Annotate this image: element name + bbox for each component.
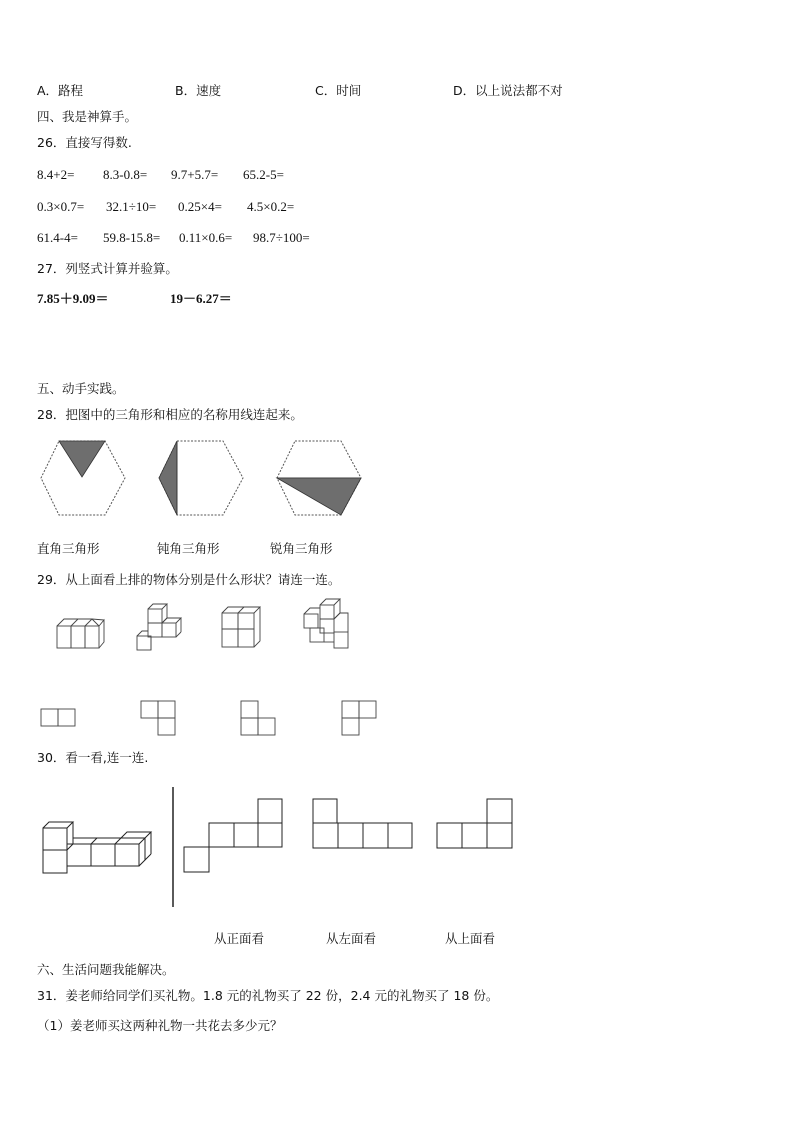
section-6-heading: 六、生活问题我能解决。 (37, 962, 175, 977)
q31-title: 31．姜老师给同学们买礼物。1.8 元的礼物买了 22 份，2.4 元的礼物买了 18 份。 (37, 988, 499, 1003)
divider-line (171, 787, 175, 907)
hexagon-figure-3 (275, 440, 363, 516)
q30-title: 30．看一看,连一连. (37, 750, 149, 765)
q30-view-shape-3 (436, 798, 514, 850)
option-b: B．速度 (175, 83, 222, 98)
top-view-4 (341, 700, 377, 736)
q26-title: 26．直接写得数. (37, 135, 132, 150)
shaded-triangle (159, 441, 177, 515)
option-c: C．时间 (315, 83, 362, 98)
top-view-2 (140, 700, 176, 736)
q26-r2-c4: 4.5×0.2= (247, 199, 295, 214)
view-label-front: 从正面看 (214, 931, 265, 946)
q29-title: 29．从上面看上排的物体分别是什么形状？请连一连。 (37, 572, 341, 587)
top-view-1 (40, 708, 76, 728)
q26-r1-c1: 8.4+2= (37, 167, 75, 182)
cube-stack-3 (221, 605, 269, 651)
triangle-name-acute: 锐角三角形 (270, 541, 333, 556)
cube-stack-1 (56, 614, 106, 650)
q30-view-shape-2 (312, 798, 414, 850)
shaded-triangle (277, 478, 361, 515)
top-view-3 (240, 700, 276, 736)
triangle-name-right: 直角三角形 (37, 541, 100, 556)
q26-r2-c1: 0.3×0.7= (37, 199, 85, 214)
q30-solid (42, 820, 154, 876)
q26-r3-c3: 0.11×0.6= (179, 230, 233, 245)
q31-sub1: （1）姜老师买这两种礼物一共花去多少元？ (37, 1018, 283, 1033)
shaded-triangle (59, 441, 105, 477)
view-label-top: 从上面看 (445, 931, 496, 946)
section-4-heading: 四、我是神算手。 (37, 109, 138, 124)
cube-stack-4 (300, 598, 356, 652)
q26-r3-c1: 61.4-4= (37, 230, 78, 245)
q26-r3-c4: 98.7÷100= (253, 230, 310, 245)
view-label-left: 从左面看 (326, 931, 377, 946)
q26-r1-c4: 65.2-5= (243, 167, 284, 182)
q26-r1-c3: 9.7+5.7= (171, 167, 219, 182)
q26-r1-c2: 8.3-0.8= (103, 167, 148, 182)
cube-stack-2 (136, 603, 188, 653)
hexagon-figure-1 (39, 440, 127, 516)
q28-title: 28．把图中的三角形和相应的名称用线连起来。 (37, 407, 303, 422)
section-5-heading: 五、动手实践。 (37, 381, 125, 396)
option-a: A．路程 (37, 83, 84, 98)
q26-r2-c3: 0.25×4= (178, 199, 222, 214)
hexagon-figure-2 (157, 440, 245, 516)
q30-view-shape-1 (183, 798, 283, 874)
q27-item-1: 7.85＋9.09＝ (37, 291, 109, 306)
q26-r3-c2: 59.8-15.8= (103, 230, 161, 245)
q27-item-2: 19－6.27＝ (170, 291, 232, 306)
triangle-name-obtuse: 钝角三角形 (157, 541, 220, 556)
option-d: D．以上说法都不对 (453, 83, 563, 98)
q26-r2-c2: 32.1÷10= (106, 199, 157, 214)
q27-title: 27．列竖式计算并验算。 (37, 261, 178, 276)
